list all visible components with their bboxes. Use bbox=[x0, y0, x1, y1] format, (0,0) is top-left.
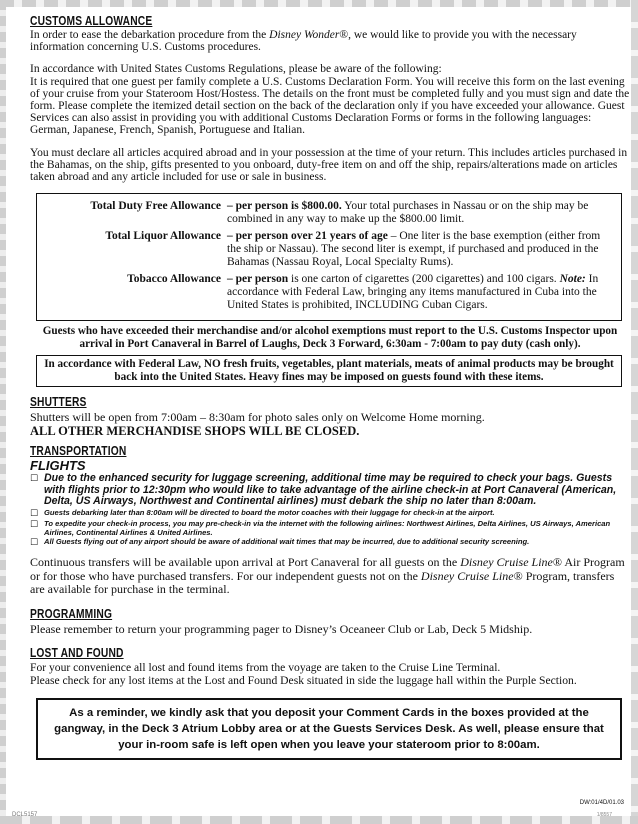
duty-text bbox=[227, 200, 615, 226]
programming-text: Please remember to return your programming pager to Disney’s Oceaneer Club or Lab, Deck 5 Midship. bbox=[30, 621, 533, 636]
shutters-heading: SHUTTERS bbox=[30, 395, 87, 410]
customs-regs-1: In accordance with United States Customs Regulations, please be aware of the following: bbox=[30, 63, 442, 76]
customs-heading: CUSTOMS ALLOWANCE bbox=[30, 14, 153, 28]
document-code: DW:01/4D/01.03 bbox=[579, 800, 624, 806]
liquor-bold: – per person over 21 years of age bbox=[227, 230, 388, 243]
customs-exceeded-notice: Guests who have exceeded their merchandise and/or alcohol exemptions must report to the U.S. Customs Inspector upon arrival in Port Canaveral in Barrel of Laughs, Deck 3 Forward, 6:30am - 7:00am to pay duty (cash only). bbox=[42, 325, 618, 351]
checkbox-icon: ☐ bbox=[30, 473, 39, 484]
shutters-text: Shutters will be open from 7:00am – 8:30am for photo sales only on Welcome Home morning. bbox=[30, 410, 485, 425]
tobacco-bold: – per person bbox=[227, 273, 289, 286]
shutters-closed: ALL OTHER MERCHANDISE SHOPS WILL BE CLOSED. bbox=[30, 424, 360, 439]
flight-bullet-text: Guests debarking later than 8:00am will be directed to board the motor coaches with their luggage for check-in at the airport. bbox=[44, 508, 495, 518]
flight-bullet bbox=[30, 537, 630, 548]
customs-intro bbox=[30, 29, 630, 53]
customs-declare: You must declare all articles acquired abroad and in your possession at the time of your return. This includes articles purchased in the Bahamas, on the ship, gifts presented to you onboard, duty-free item on and off the ship, repairs/alterations made on articles taken abroad and any article included for use or sale in business. bbox=[30, 146, 628, 184]
scan-code-right: 1/8557 bbox=[596, 812, 612, 818]
flight-bullet bbox=[30, 519, 630, 537]
tobacco-text bbox=[227, 273, 615, 312]
allowance-duty bbox=[43, 200, 615, 226]
transfers-line-name-1: Disney Cruise Line bbox=[460, 555, 553, 570]
duty-label: Total Duty Free Allowance bbox=[90, 200, 221, 213]
transportation-heading: TRANSPORTATION bbox=[30, 444, 127, 459]
liquor-body: – One liter is the base exemption (either from the ship or Nassau). The second liter is exempt, if purchased and produced in the Bahamas (Nassau Royal, Local Specialty Rums). bbox=[227, 230, 601, 269]
customs-intro-b: ®, we would like to provide you with the necessary information concerning U.S. Customs procedures. bbox=[30, 29, 577, 54]
transfers-c: ® Program, transfers are available for purchase in the terminal. bbox=[30, 568, 615, 597]
tobacco-note-label: Note: bbox=[559, 273, 586, 286]
transfers-a: Continuous transfers will be available upon arrival at Port Canaveral for all guests on the bbox=[30, 555, 461, 570]
scan-code-left: DCL5157 bbox=[12, 812, 38, 818]
checkbox-icon: ☐ bbox=[30, 519, 39, 530]
scan-edge-left bbox=[0, 0, 6, 824]
tobacco-note: In accordance with Federal Law, bringing any items manufactured in Cuba into the United States is prohibited, INCLUDING Cuban Cigars. bbox=[227, 273, 599, 312]
transfers-line-name-2: Disney Cruise Line bbox=[420, 568, 514, 583]
liquor-label: Total Liquor Allowance bbox=[105, 230, 221, 243]
customs-intro-a: In order to ease the debarkation procedure from the bbox=[30, 29, 270, 41]
liquor-text bbox=[227, 230, 615, 269]
lost-found-line-1: For your convenience all lost and found items from the voyage are taken to the Cruise Line Terminal. bbox=[30, 660, 501, 674]
checkbox-icon: ☐ bbox=[30, 537, 39, 548]
flights-heading: FLIGHTS bbox=[30, 458, 86, 474]
duty-bold: – per person is $800.00. bbox=[227, 200, 342, 213]
federal-law-notice: In accordance with Federal Law, NO fresh fruits, vegetables, plant materials, meats of animal products may be brought back into the United States. Heavy fines may be imposed on guests found with these items. bbox=[36, 355, 622, 387]
customs-intro-ship: Disney Wonder bbox=[269, 29, 340, 41]
customs-regs-2: It is required that one guest per family complete a U.S. Customs Declaration Form. You will receive this form on the last evening of your cruise from your Stateroom Host/Hostess. The details on the front must be completed fully and you must sign and date the form. Please complete the itemized detail section on the back of the declaration only if you have exceeded your allowance. Guest Services can also assist in providing you with additional Customs Declaration Forms or forms in the following languages: German, Japanese, French, Spanish, Portuguese and Italian. bbox=[30, 75, 630, 137]
checkbox-icon: ☐ bbox=[30, 508, 39, 519]
allowance-box bbox=[36, 193, 622, 321]
allowance-tobacco bbox=[43, 273, 615, 312]
flight-bullet-text: To expedite your check-in process, you may pre-check-in via the internet with the following airlines: Northwest Airlines, Delta Airlines, US Airways, American Airlines, Continental Airlines & United Airlines. bbox=[44, 519, 611, 538]
transfers-text bbox=[30, 556, 630, 597]
duty-body: Your total purchases in Nassau or on the ship may be combined in any way to make up the $800.00 limit. bbox=[227, 200, 589, 226]
transfers-b: ® Air Program or for those who have purchased transfers. For our independent guests not on the bbox=[30, 555, 625, 583]
flight-bullet-text: Due to the enhanced security for luggage screening, additional time may be required to check your bags. Guests with flights prior to 12:30pm who would like to take advantage of the airline check-in at Port Canaveral (American, Delta, US Airways, Northwest and Continental airlines) must debark the ship no later than 8:00am. bbox=[44, 472, 617, 508]
allowance-liquor bbox=[43, 230, 615, 269]
scan-edge-bottom bbox=[0, 816, 638, 824]
flight-bullet bbox=[30, 508, 630, 519]
flight-bullet bbox=[30, 473, 630, 508]
scan-edge-top bbox=[0, 0, 638, 7]
lost-found-line-2: Please check for any lost items at the Lost and Found Desk situated in side the luggage hall within the Purple Section. bbox=[30, 674, 577, 688]
tobacco-label: Tobacco Allowance bbox=[127, 273, 221, 286]
programming-heading: PROGRAMMING bbox=[30, 606, 113, 621]
content bbox=[30, 14, 630, 760]
tobacco-body: is one carton of cigarettes (200 cigarettes) and 100 cigars. bbox=[288, 273, 557, 286]
scan-edge-right bbox=[631, 0, 638, 824]
reminder-box: As a reminder, we kindly ask that you deposit your Comment Cards in the boxes provided at the gangway, in the Deck 3 Atrium Lobby area or at the Guests Services Desk. As well, please ensure that your in-room safe is left open when you leave your stateroom prior to 8:00am. bbox=[36, 698, 622, 760]
lost-found-heading: LOST AND FOUND bbox=[30, 645, 124, 660]
flight-bullet-text: All Guests flying out of any airport should be aware of additional wait times that may be incurred, due to additional security screening. bbox=[44, 537, 530, 547]
